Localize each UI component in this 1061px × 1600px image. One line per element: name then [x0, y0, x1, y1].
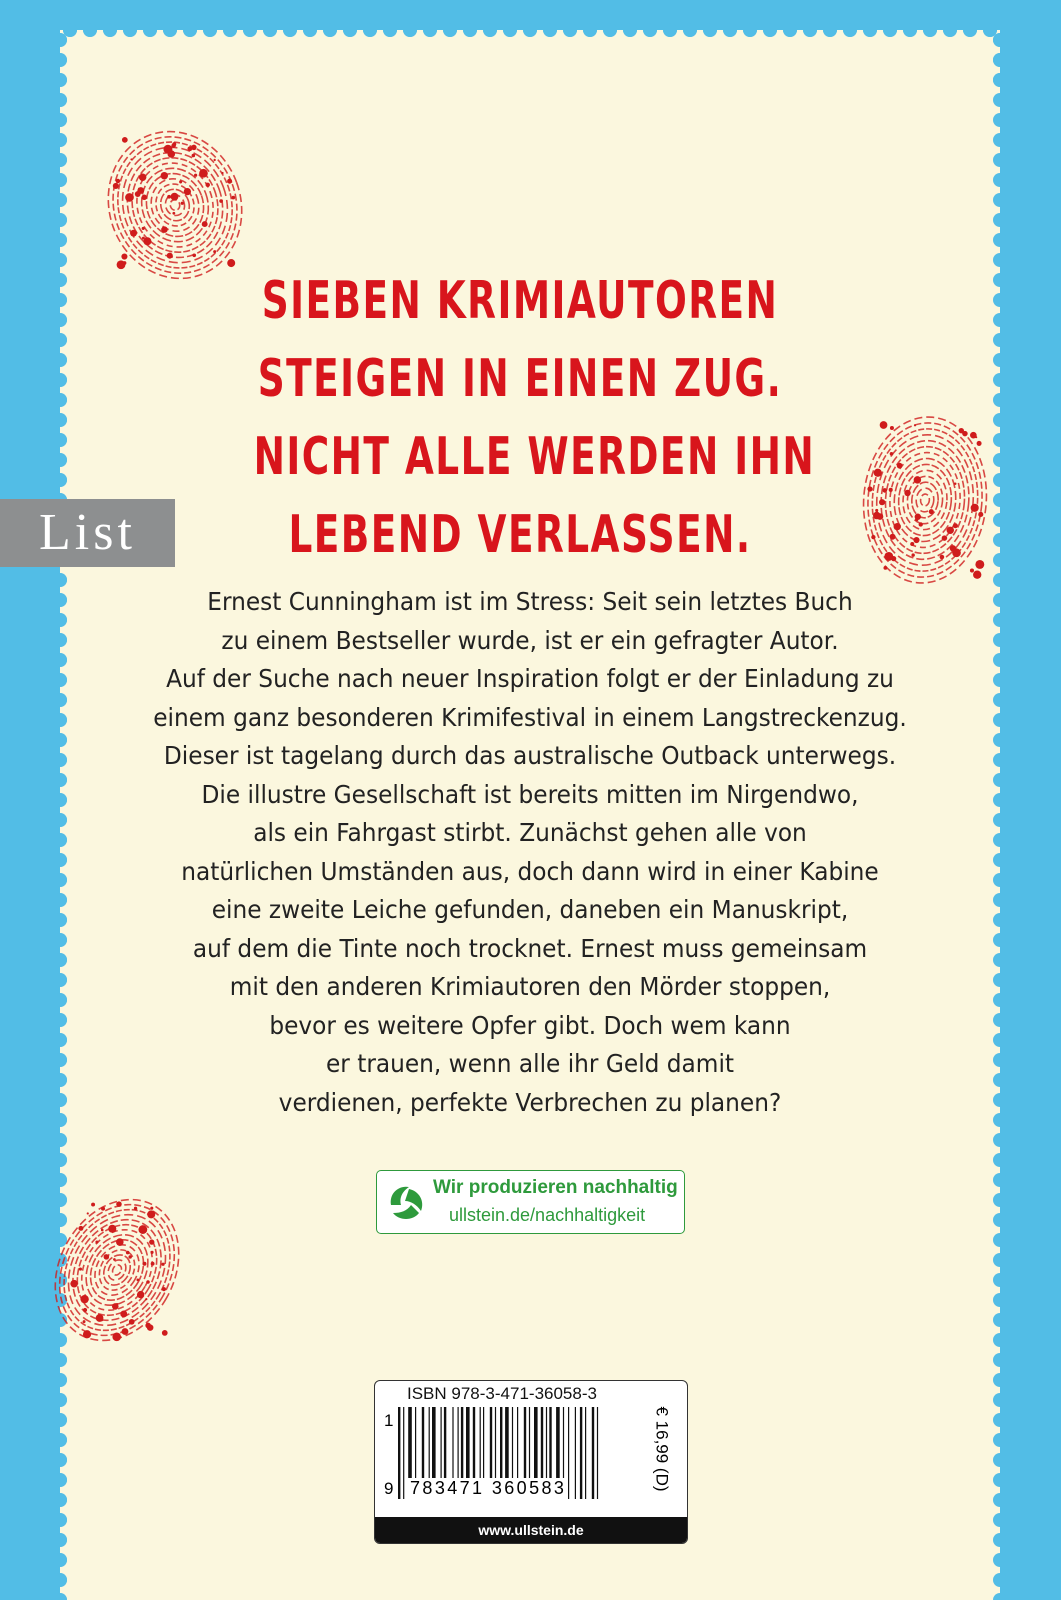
isbn-text: ISBN 978-3-471-36058-3: [407, 1384, 597, 1403]
sustainability-title: Wir produzieren nachhaltig: [433, 1177, 678, 1198]
headline-line: NICHT ALLE WERDEN IHN: [253, 427, 816, 487]
blurb-line: Ernest Cunningham ist im Stress: Seit sein letztes Buch: [207, 587, 853, 616]
barcode-number: 783471 360583: [410, 1478, 567, 1498]
barcode-digit-top: 1: [384, 1411, 394, 1430]
fingerprint-icon: [100, 120, 250, 295]
blurb-line: Auf der Suche nach neuer Inspiration folgt er der Einladung zu: [166, 664, 894, 693]
price-text: € 16,99 (D): [652, 1406, 672, 1492]
sustainability-badge: [376, 1170, 685, 1234]
blurb-line: als ein Fahrgast stirbt. Zunächst gehen alle von: [253, 818, 807, 847]
blurb-line: er trauen, wenn alle ihr Geld damit: [325, 1049, 735, 1078]
blurb-line: verdienen, perfekte Verbrechen zu planen?: [278, 1087, 782, 1117]
blurb-line: zu einem Bestseller wurde, ist er ein gefragter Autor.: [221, 625, 839, 655]
blurb-line: Die illustre Gesellschaft ist bereits mitten im Nirgendwo,: [201, 779, 859, 809]
blurb-line: auf dem die Tinte noch trocknet. Ernest muss gemeinsam: [192, 933, 868, 963]
blurb-text: [130, 583, 930, 1122]
headline-line: STEIGEN IN EINEN ZUG.: [257, 349, 783, 409]
blurb-line: eine zweite Leiche gefunden, daneben ein Manuskript,: [211, 895, 849, 924]
blurb-line: bevor es weitere Opfer gibt. Doch wem kann: [269, 1010, 791, 1040]
headline-line: SIEBEN KRIMIAUTOREN: [261, 271, 779, 331]
headline-line: LEBEND VERLASSEN.: [288, 505, 752, 565]
blurb-line: Dieser ist tagelang durch das australische Outback unterwegs.: [163, 741, 897, 770]
publisher-website[interactable]: www.ullstein.de: [375, 1517, 687, 1543]
recycle-leaf-icon: [383, 1179, 429, 1225]
blurb-line: natürlichen Umständen aus, doch dann wird in einer Kabine: [181, 856, 879, 886]
blurb-line: mit den anderen Krimiautoren den Mörder stoppen,: [229, 972, 831, 1001]
headline: [253, 262, 816, 574]
fingerprint-icon: [52, 1185, 182, 1360]
price-label: [653, 1405, 681, 1501]
barcode-label: [374, 1380, 688, 1544]
fingerprint-icon: [855, 405, 995, 600]
publisher-logo: List: [0, 499, 175, 567]
barcode-digit-bottom: 9: [384, 1479, 394, 1498]
sustainability-link[interactable]: ullstein.de/nachhaltigkeit: [449, 1205, 646, 1225]
blurb-line: einem ganz besonderen Krimifestival in einem Langstreckenzug.: [153, 702, 907, 732]
